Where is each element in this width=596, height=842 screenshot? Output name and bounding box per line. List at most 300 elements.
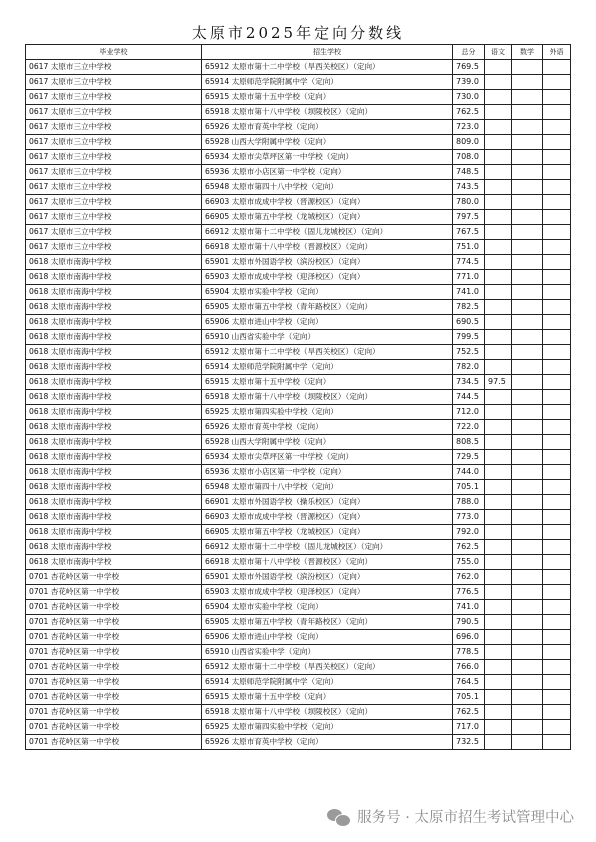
cell-total-score: 730.0 (453, 90, 485, 105)
cell-english (543, 315, 571, 330)
cell-math (512, 705, 543, 720)
cell-graduation-school: 0617 太原市三立中学校 (26, 180, 202, 195)
table-row (26, 570, 571, 585)
table-row (26, 165, 571, 180)
cell-graduation-school: 0618 太原市南海中学校 (26, 300, 202, 315)
table-row (26, 150, 571, 165)
cell-graduation-school: 0618 太原市南海中学校 (26, 360, 202, 375)
table-row (26, 405, 571, 420)
cell-total-score: 729.5 (453, 450, 485, 465)
cell-admission-school: 66903 太原市成成中学校（晋源校区）（定向） (202, 510, 453, 525)
table-row (26, 315, 571, 330)
cell-math (512, 180, 543, 195)
cell-english (543, 135, 571, 150)
cell-math (512, 465, 543, 480)
cell-chinese (485, 570, 512, 585)
cell-total-score: 782.5 (453, 300, 485, 315)
cell-total-score: 762.5 (453, 105, 485, 120)
cell-admission-school: 65936 太原市小店区第一中学校（定向） (202, 465, 453, 480)
cell-total-score: 744.0 (453, 465, 485, 480)
cell-total-score: 741.0 (453, 600, 485, 615)
cell-english (543, 675, 571, 690)
cell-english (543, 510, 571, 525)
table-row (26, 510, 571, 525)
cell-admission-school: 65918 太原市第十八中学校（坝陵校区）（定向） (202, 705, 453, 720)
cell-total-score: 748.5 (453, 165, 485, 180)
cell-math (512, 660, 543, 675)
cell-admission-school: 65914 太原师范学院附属中学（定向） (202, 75, 453, 90)
cell-total-score: 767.5 (453, 225, 485, 240)
cell-english (543, 225, 571, 240)
cell-english (543, 540, 571, 555)
score-table (25, 44, 571, 750)
cell-total-score: 782.0 (453, 360, 485, 375)
table-header-row (26, 45, 571, 60)
cell-chinese: 97.5 (485, 375, 512, 390)
cell-total-score: 790.5 (453, 615, 485, 630)
cell-graduation-school: 0617 太原市三立中学校 (26, 210, 202, 225)
header-graduation-school: 毕业学校 (26, 45, 202, 60)
header-admission-school: 招生学校 (202, 45, 453, 60)
cell-total-score: 751.0 (453, 240, 485, 255)
cell-math (512, 735, 543, 750)
table-row (26, 105, 571, 120)
cell-english (543, 270, 571, 285)
cell-total-score: 752.5 (453, 345, 485, 360)
cell-english (543, 555, 571, 570)
cell-admission-school: 65926 太原市育英中学校（定向） (202, 120, 453, 135)
cell-total-score: 771.0 (453, 270, 485, 285)
cell-math (512, 615, 543, 630)
cell-chinese (485, 720, 512, 735)
table-row (26, 585, 571, 600)
cell-admission-school: 65910 山西省实验中学（定向） (202, 330, 453, 345)
cell-graduation-school: 0617 太原市三立中学校 (26, 75, 202, 90)
cell-english (543, 120, 571, 135)
table-row (26, 375, 571, 390)
cell-graduation-school: 0618 太原市南海中学校 (26, 390, 202, 405)
cell-english (543, 300, 571, 315)
cell-chinese (485, 120, 512, 135)
cell-admission-school: 65915 太原市第十五中学校（定向） (202, 375, 453, 390)
cell-admission-school: 66901 太原市外国语学校（操乐校区）（定向） (202, 495, 453, 510)
table-row (26, 390, 571, 405)
table-row (26, 360, 571, 375)
footer-text: 服务号 · 太原市招生考试管理中心 (357, 810, 574, 826)
footer-watermark (327, 806, 574, 827)
table-row (26, 615, 571, 630)
cell-admission-school: 65903 太原市成成中学校（迎泽校区）（定向） (202, 270, 453, 285)
cell-graduation-school: 0701 杏花岭区第一中学校 (26, 720, 202, 735)
cell-chinese (485, 465, 512, 480)
cell-english (543, 480, 571, 495)
cell-graduation-school: 0701 杏花岭区第一中学校 (26, 690, 202, 705)
cell-admission-school: 66905 太原市第五中学校（龙城校区）（定向） (202, 210, 453, 225)
cell-admission-school: 65925 太原市第四实验中学校（定向） (202, 405, 453, 420)
cell-admission-school: 65904 太原市实验中学校（定向） (202, 285, 453, 300)
cell-graduation-school: 0618 太原市南海中学校 (26, 480, 202, 495)
cell-admission-school: 65904 太原市实验中学校（定向） (202, 600, 453, 615)
cell-chinese (485, 600, 512, 615)
cell-graduation-school: 0701 杏花岭区第一中学校 (26, 630, 202, 645)
cell-chinese (485, 705, 512, 720)
cell-english (543, 375, 571, 390)
cell-math (512, 105, 543, 120)
cell-graduation-school: 0701 杏花岭区第一中学校 (26, 645, 202, 660)
cell-admission-school: 66918 太原市第十八中学校（晋源校区）（定向） (202, 555, 453, 570)
cell-chinese (485, 270, 512, 285)
cell-graduation-school: 0618 太原市南海中学校 (26, 555, 202, 570)
cell-english (543, 420, 571, 435)
cell-chinese (485, 165, 512, 180)
cell-admission-school: 65918 太原市第十八中学校（坝陵校区）（定向） (202, 390, 453, 405)
cell-admission-school: 65906 太原市进山中学校（定向） (202, 630, 453, 645)
cell-english (543, 240, 571, 255)
cell-admission-school: 66912 太原市第十二中学校（固儿龙城校区）（定向） (202, 225, 453, 240)
table-row (26, 495, 571, 510)
cell-chinese (485, 540, 512, 555)
cell-chinese (485, 555, 512, 570)
cell-math (512, 285, 543, 300)
cell-admission-school: 65934 太原市尖草坪区第一中学校（定向） (202, 450, 453, 465)
cell-math (512, 270, 543, 285)
table-row (26, 240, 571, 255)
cell-math (512, 540, 543, 555)
cell-admission-school: 66918 太原市第十八中学校（晋源校区）（定向） (202, 240, 453, 255)
cell-chinese (485, 180, 512, 195)
cell-graduation-school: 0618 太原市南海中学校 (26, 525, 202, 540)
cell-graduation-school: 0618 太原市南海中学校 (26, 375, 202, 390)
cell-admission-school: 65934 太原市尖草坪区第一中学校（定向） (202, 150, 453, 165)
cell-chinese (485, 60, 512, 75)
cell-total-score: 778.5 (453, 645, 485, 660)
cell-graduation-school: 0701 杏花岭区第一中学校 (26, 735, 202, 750)
cell-admission-school: 65914 太原师范学院附属中学（定向） (202, 675, 453, 690)
cell-math (512, 510, 543, 525)
cell-math (512, 120, 543, 135)
cell-admission-school: 65914 太原师范学院附属中学（定向） (202, 360, 453, 375)
cell-english (543, 90, 571, 105)
cell-math (512, 210, 543, 225)
cell-chinese (485, 660, 512, 675)
cell-chinese (485, 315, 512, 330)
cell-chinese (485, 525, 512, 540)
cell-total-score: 744.5 (453, 390, 485, 405)
wechat-icon (327, 808, 351, 826)
cell-graduation-school: 0701 杏花岭区第一中学校 (26, 600, 202, 615)
cell-total-score: 690.5 (453, 315, 485, 330)
cell-graduation-school: 0617 太原市三立中学校 (26, 90, 202, 105)
cell-english (543, 600, 571, 615)
table-row (26, 75, 571, 90)
cell-graduation-school: 0617 太原市三立中学校 (26, 150, 202, 165)
cell-chinese (485, 480, 512, 495)
cell-english (543, 690, 571, 705)
cell-admission-school: 66912 太原市第十二中学校（固儿龙城校区）（定向） (202, 540, 453, 555)
cell-chinese (485, 645, 512, 660)
cell-admission-school: 65936 太原市小店区第一中学校（定向） (202, 165, 453, 180)
table-row (26, 540, 571, 555)
cell-math (512, 480, 543, 495)
cell-english (543, 615, 571, 630)
cell-english (543, 285, 571, 300)
table-row (26, 195, 571, 210)
cell-math (512, 315, 543, 330)
cell-graduation-school: 0618 太原市南海中学校 (26, 255, 202, 270)
cell-chinese (485, 330, 512, 345)
header-chinese: 语文 (485, 45, 512, 60)
cell-total-score: 717.0 (453, 720, 485, 735)
cell-chinese (485, 495, 512, 510)
cell-total-score: 762.5 (453, 705, 485, 720)
cell-math (512, 600, 543, 615)
table-row (26, 600, 571, 615)
table-row (26, 525, 571, 540)
cell-total-score: 708.0 (453, 150, 485, 165)
cell-math (512, 450, 543, 465)
cell-english (543, 330, 571, 345)
table-row (26, 270, 571, 285)
cell-math (512, 195, 543, 210)
cell-total-score: 797.5 (453, 210, 485, 225)
cell-admission-school: 65912 太原市第十二中学校（旱西关校区）（定向） (202, 660, 453, 675)
table-row (26, 60, 571, 75)
cell-chinese (485, 240, 512, 255)
cell-total-score: 764.5 (453, 675, 485, 690)
cell-english (543, 735, 571, 750)
cell-graduation-school: 0618 太原市南海中学校 (26, 420, 202, 435)
cell-total-score: 741.0 (453, 285, 485, 300)
cell-chinese (485, 435, 512, 450)
cell-chinese (485, 390, 512, 405)
cell-english (543, 390, 571, 405)
cell-english (543, 660, 571, 675)
cell-total-score: 766.0 (453, 660, 485, 675)
cell-admission-school: 65926 太原市育英中学校（定向） (202, 420, 453, 435)
cell-graduation-school: 0618 太原市南海中学校 (26, 330, 202, 345)
cell-total-score: 809.0 (453, 135, 485, 150)
cell-math (512, 150, 543, 165)
cell-total-score: 762.0 (453, 570, 485, 585)
cell-total-score: 743.5 (453, 180, 485, 195)
cell-chinese (485, 210, 512, 225)
cell-admission-school: 65906 太原市进山中学校（定向） (202, 315, 453, 330)
cell-total-score: 788.0 (453, 495, 485, 510)
table-row (26, 285, 571, 300)
header-total-score: 总分 (453, 45, 485, 60)
cell-english (543, 465, 571, 480)
cell-english (543, 180, 571, 195)
cell-chinese (485, 105, 512, 120)
cell-chinese (485, 135, 512, 150)
cell-total-score: 774.5 (453, 255, 485, 270)
cell-english (543, 450, 571, 465)
cell-chinese (485, 195, 512, 210)
cell-graduation-school: 0617 太原市三立中学校 (26, 195, 202, 210)
cell-admission-school: 65948 太原市第四十八中学校（定向） (202, 180, 453, 195)
cell-total-score: 769.5 (453, 60, 485, 75)
cell-english (543, 495, 571, 510)
cell-admission-school: 65910 山西省实验中学（定向） (202, 645, 453, 660)
table-row (26, 660, 571, 675)
page-title: 太原市2025年定向分数线 (191, 24, 405, 42)
cell-graduation-school: 0618 太原市南海中学校 (26, 345, 202, 360)
table-row (26, 135, 571, 150)
table-row (26, 300, 571, 315)
cell-english (543, 435, 571, 450)
table-row (26, 120, 571, 135)
cell-chinese (485, 360, 512, 375)
cell-admission-school: 65925 太原市第四实验中学校（定向） (202, 720, 453, 735)
cell-math (512, 360, 543, 375)
table-row (26, 90, 571, 105)
cell-admission-school: 65903 太原市成成中学校（迎泽校区）（定向） (202, 585, 453, 600)
cell-admission-school: 65905 太原市第五中学校（青年路校区）（定向） (202, 615, 453, 630)
cell-graduation-school: 0618 太原市南海中学校 (26, 405, 202, 420)
cell-math (512, 570, 543, 585)
cell-total-score: 808.5 (453, 435, 485, 450)
cell-math (512, 405, 543, 420)
header-math: 数学 (512, 45, 543, 60)
cell-english (543, 525, 571, 540)
cell-graduation-school: 0617 太原市三立中学校 (26, 165, 202, 180)
cell-graduation-school: 0618 太原市南海中学校 (26, 285, 202, 300)
cell-graduation-school: 0618 太原市南海中学校 (26, 540, 202, 555)
cell-admission-school: 65905 太原市第五中学校（青年路校区）（定向） (202, 300, 453, 315)
cell-math (512, 330, 543, 345)
cell-total-score: 696.0 (453, 630, 485, 645)
cell-math (512, 135, 543, 150)
cell-math (512, 300, 543, 315)
cell-total-score: 705.1 (453, 480, 485, 495)
cell-english (543, 150, 571, 165)
cell-english (543, 345, 571, 360)
cell-graduation-school: 0701 杏花岭区第一中学校 (26, 585, 202, 600)
cell-chinese (485, 585, 512, 600)
table-row (26, 345, 571, 360)
cell-chinese (485, 735, 512, 750)
cell-chinese (485, 675, 512, 690)
cell-chinese (485, 285, 512, 300)
cell-chinese (485, 345, 512, 360)
cell-chinese (485, 405, 512, 420)
cell-chinese (485, 90, 512, 105)
cell-graduation-school: 0701 杏花岭区第一中学校 (26, 675, 202, 690)
cell-total-score: 732.5 (453, 735, 485, 750)
cell-math (512, 165, 543, 180)
cell-admission-school: 65915 太原市第十五中学校（定向） (202, 90, 453, 105)
cell-chinese (485, 690, 512, 705)
cell-chinese (485, 420, 512, 435)
cell-math (512, 585, 543, 600)
cell-admission-school: 65912 太原市第十二中学校（旱西关校区）（定向） (202, 345, 453, 360)
cell-math (512, 60, 543, 75)
cell-math (512, 435, 543, 450)
cell-english (543, 585, 571, 600)
table-row (26, 675, 571, 690)
cell-english (543, 405, 571, 420)
cell-admission-school: 65915 太原市第十五中学校（定向） (202, 690, 453, 705)
cell-chinese (485, 510, 512, 525)
cell-math (512, 390, 543, 405)
cell-english (543, 630, 571, 645)
cell-total-score: 780.0 (453, 195, 485, 210)
table-row (26, 465, 571, 480)
table-body (26, 60, 571, 750)
cell-graduation-school: 0701 杏花岭区第一中学校 (26, 660, 202, 675)
cell-graduation-school: 0701 杏花岭区第一中学校 (26, 705, 202, 720)
header-english: 外语 (543, 45, 571, 60)
cell-math (512, 630, 543, 645)
cell-chinese (485, 450, 512, 465)
cell-graduation-school: 0617 太原市三立中学校 (26, 60, 202, 75)
cell-graduation-school: 0617 太原市三立中学校 (26, 225, 202, 240)
cell-total-score: 755.0 (453, 555, 485, 570)
table-row (26, 420, 571, 435)
cell-chinese (485, 225, 512, 240)
cell-math (512, 375, 543, 390)
cell-total-score: 705.1 (453, 690, 485, 705)
cell-english (543, 75, 571, 90)
cell-math (512, 90, 543, 105)
cell-total-score: 734.5 (453, 375, 485, 390)
cell-english (543, 210, 571, 225)
cell-total-score: 722.0 (453, 420, 485, 435)
cell-english (543, 60, 571, 75)
cell-admission-school: 65926 太原市育英中学校（定向） (202, 735, 453, 750)
cell-math (512, 525, 543, 540)
cell-math (512, 645, 543, 660)
cell-total-score: 712.0 (453, 405, 485, 420)
cell-graduation-school: 0701 杏花岭区第一中学校 (26, 615, 202, 630)
table-row (26, 480, 571, 495)
cell-total-score: 739.0 (453, 75, 485, 90)
cell-total-score: 776.5 (453, 585, 485, 600)
table-row (26, 435, 571, 450)
table-row (26, 180, 571, 195)
cell-graduation-school: 0617 太原市三立中学校 (26, 240, 202, 255)
cell-chinese (485, 630, 512, 645)
table-row (26, 450, 571, 465)
cell-math (512, 75, 543, 90)
table-row (26, 555, 571, 570)
cell-math (512, 690, 543, 705)
cell-graduation-school: 0618 太原市南海中学校 (26, 435, 202, 450)
table-row (26, 735, 571, 750)
cell-english (543, 165, 571, 180)
table-row (26, 225, 571, 240)
cell-graduation-school: 0618 太原市南海中学校 (26, 450, 202, 465)
cell-chinese (485, 75, 512, 90)
cell-graduation-school: 0618 太原市南海中学校 (26, 270, 202, 285)
cell-admission-school: 65928 山西大学附属中学校（定向） (202, 435, 453, 450)
cell-math (512, 495, 543, 510)
table-row (26, 255, 571, 270)
cell-english (543, 195, 571, 210)
table-row (26, 210, 571, 225)
cell-math (512, 720, 543, 735)
cell-admission-school: 65901 太原市外国语学校（滨汾校区）（定向） (202, 255, 453, 270)
cell-math (512, 255, 543, 270)
cell-admission-school: 65928 山西大学附属中学校（定向） (202, 135, 453, 150)
cell-graduation-school: 0617 太原市三立中学校 (26, 135, 202, 150)
cell-graduation-school: 0618 太原市南海中学校 (26, 495, 202, 510)
cell-admission-school: 66903 太原市成成中学校（晋源校区）（定向） (202, 195, 453, 210)
cell-graduation-school: 0617 太原市三立中学校 (26, 105, 202, 120)
cell-total-score: 762.5 (453, 540, 485, 555)
table-row (26, 330, 571, 345)
cell-graduation-school: 0618 太原市南海中学校 (26, 315, 202, 330)
